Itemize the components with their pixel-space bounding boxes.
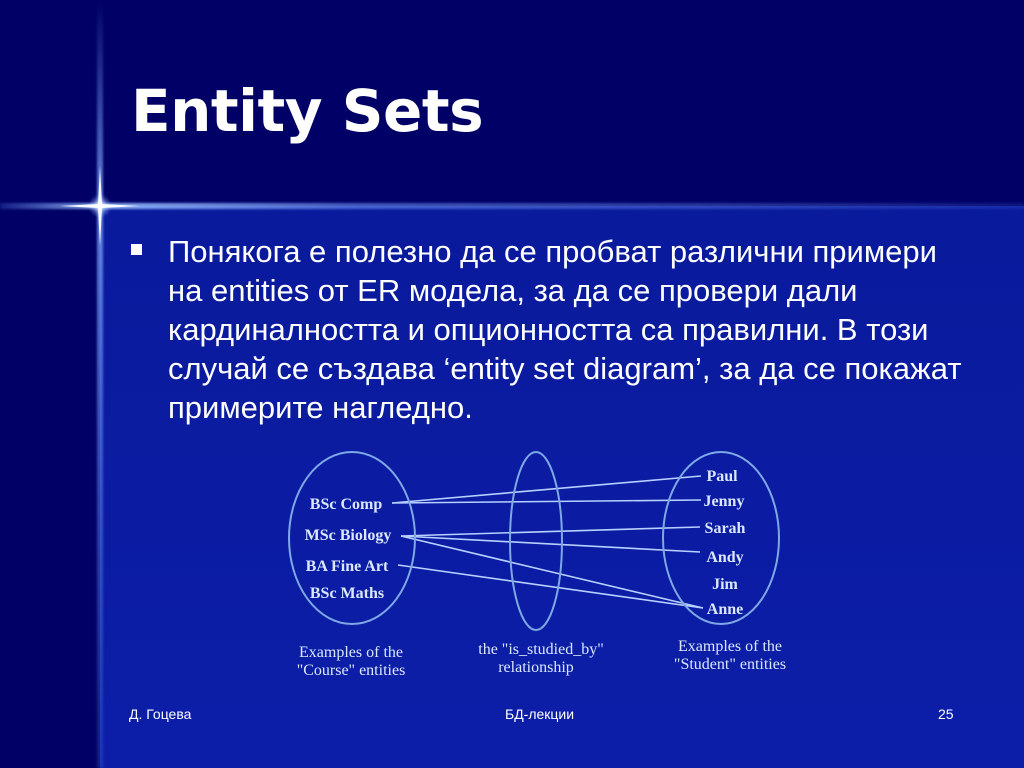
footer-page-number: 25 bbox=[938, 706, 954, 722]
student-caption-line: Examples of the bbox=[678, 638, 782, 655]
relationship-caption-line: the "is_studied_by" bbox=[478, 641, 604, 658]
relationship-caption-line: relationship bbox=[498, 659, 574, 676]
student-caption-line: "Student" entities bbox=[673, 656, 787, 673]
bullet-square-icon bbox=[131, 244, 142, 255]
left-band bbox=[0, 0, 100, 768]
student-label: Jenny bbox=[703, 493, 745, 510]
course-caption-line: Examples of the bbox=[299, 644, 403, 661]
horizontal-glow-line bbox=[0, 203, 1024, 209]
student-label: Paul bbox=[706, 468, 738, 485]
bullet-text: Понякога е полезно да се пробват различни примери на entities от ER модела, за да се провери дали кардиналността и опционността са правилни. В този случай се създава ‘entity set diagram’, за да се покажат примерите нагледно. bbox=[168, 234, 962, 425]
footer-author: Д. Гоцева bbox=[129, 706, 192, 722]
student-label: Sarah bbox=[704, 520, 746, 537]
student-label: Andy bbox=[706, 549, 744, 566]
course-label: BSc Maths bbox=[309, 585, 385, 602]
course-caption-line: "Course" entities bbox=[296, 662, 406, 679]
slide-title: Entity Sets bbox=[131, 77, 484, 145]
sparkle-icon bbox=[60, 166, 140, 246]
vertical-glow-line bbox=[97, 0, 103, 768]
course-label: MSc Biology bbox=[304, 527, 392, 544]
footer-course: БД-лекции bbox=[505, 706, 575, 722]
course-label: BA Fine Art bbox=[305, 558, 389, 575]
student-label: Jim bbox=[712, 576, 738, 593]
student-label: Anne bbox=[706, 601, 744, 618]
course-label: BSc Comp bbox=[309, 496, 383, 513]
